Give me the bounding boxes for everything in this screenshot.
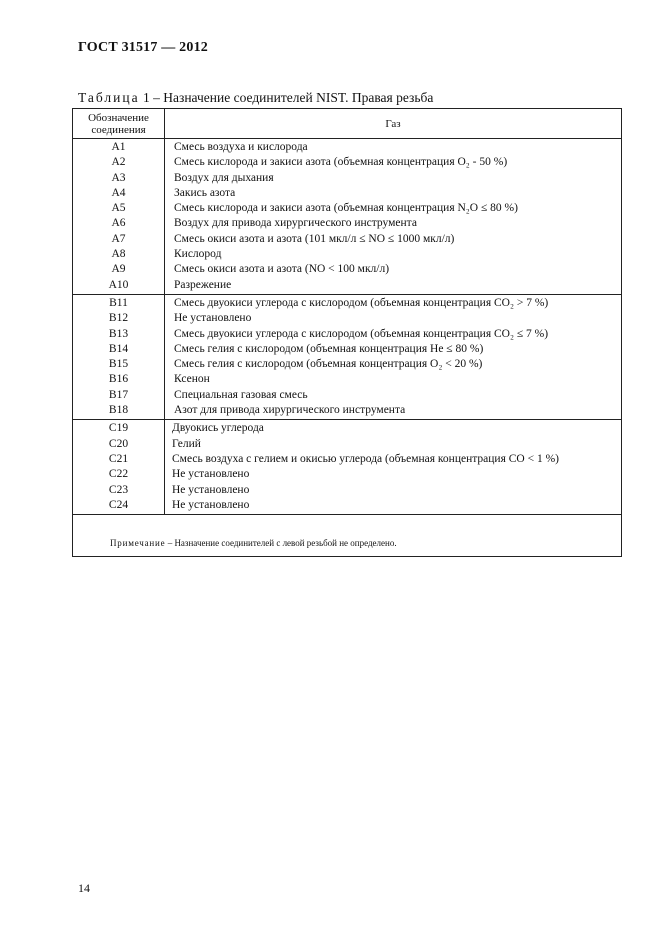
- caption-label: Таблица: [78, 90, 140, 105]
- gas-cell: Смесь кислорода и закиси азота (объемная концентрация N₂O ≤ 80 %): [174, 202, 518, 215]
- code-cell: C21: [108, 452, 129, 465]
- gas-cell: Закись азота: [174, 186, 236, 199]
- group-b-gases: [165, 294, 622, 419]
- code-cell: C20: [108, 437, 129, 450]
- group-a-row: [73, 139, 622, 295]
- table-caption: [78, 90, 433, 106]
- gas-cell: Не установлено: [172, 483, 250, 496]
- code-cell: B14: [108, 342, 129, 355]
- gas-cell: Кислород: [174, 248, 222, 261]
- gas-cell: Смесь двуокиси углерода с кислородом (объемная концентрация CO₂ > 7 %): [174, 296, 549, 309]
- caption-text: 1 – Назначение соединителей NIST. Правая резьба: [139, 90, 434, 105]
- group-b-row: [73, 294, 622, 419]
- group-c-codes: [73, 420, 165, 515]
- code-cell: A8: [111, 248, 126, 261]
- code-cell: C24: [108, 498, 129, 511]
- code-cell: A2: [111, 156, 126, 169]
- code-cell: B18: [108, 404, 129, 417]
- gas-cell: Ксенон: [174, 373, 210, 386]
- table-note: [73, 515, 622, 557]
- gas-cell: Специальная газовая смесь: [174, 388, 308, 401]
- gas-cell: Смесь гелия с кислородом (объемная концентрация O₂ < 20 %): [174, 358, 483, 371]
- gas-cell: Смесь окиси азота и азота (101 мкл/л ≤ NO ≤ 1000 мкл/л): [174, 232, 455, 245]
- code-cell: A6: [111, 217, 126, 230]
- gas-cell: Не установлено: [172, 468, 250, 481]
- document-header: ГОСТ 31517 — 2012: [78, 40, 208, 55]
- code-cell: A1: [111, 141, 126, 153]
- code-cell: B16: [108, 373, 129, 386]
- code-cell: A4: [111, 186, 126, 199]
- code-cell: C22: [108, 468, 129, 481]
- table-note-row: [73, 515, 622, 557]
- gas-cell: Воздух для привода хирургического инструмента: [174, 217, 417, 230]
- code-cell: B11: [109, 296, 128, 309]
- group-c-row: [73, 420, 622, 515]
- gas-cell: Воздух для дыхания: [174, 171, 274, 184]
- gas-cell: Смесь окиси азота и азота (NO < 100 мкл/л): [174, 263, 390, 276]
- group-c-gases: [165, 420, 622, 515]
- gas-column-header: Газ: [165, 109, 622, 139]
- code-cell: B17: [108, 388, 129, 401]
- gas-cell: Не установлено: [174, 312, 252, 325]
- page-number: 14: [78, 881, 90, 895]
- code-cell: C19: [108, 422, 129, 435]
- note-text: – Назначение соединителей с левой резьбой не определено.: [165, 537, 397, 548]
- group-a-codes: [73, 139, 165, 295]
- code-cell: B13: [108, 327, 129, 340]
- gas-cell: Не установлено: [172, 498, 250, 511]
- code-cell: B15: [108, 358, 129, 371]
- gas-cell: Гелий: [172, 437, 201, 450]
- gas-cell: Смесь гелия с кислородом (объемная концентрация He ≤ 80 %): [174, 342, 484, 355]
- group-b-codes: [73, 294, 165, 419]
- note-label: Примечание: [110, 537, 166, 548]
- group-a-gases: [165, 139, 622, 295]
- code-cell: A10: [108, 278, 129, 291]
- connectors-table: [72, 108, 622, 557]
- code-cell: C23: [108, 483, 129, 496]
- gas-cell: Смесь воздуха и кислорода: [174, 141, 308, 153]
- code-cell: A7: [111, 232, 126, 245]
- code-cell: B12: [108, 312, 129, 325]
- gas-cell: Разрежение: [174, 278, 232, 291]
- gas-cell: Азот для привода хирургического инструмента: [174, 404, 406, 417]
- gas-cell: Смесь кислорода и закиси азота (объемная концентрация O₂ - 50 %): [174, 156, 508, 169]
- gas-cell: Двуокись углерода: [172, 422, 264, 435]
- gas-cell: Смесь воздуха с гелием и окисью углерода (объемная концентрация CO < 1 %): [172, 452, 559, 465]
- code-cell: A9: [111, 263, 126, 276]
- code-cell: A3: [111, 171, 126, 184]
- code-column-header: Обозначение соединения: [73, 109, 165, 139]
- gas-cell: Смесь двуокиси углерода с кислородом (объемная концентрация CO₂ ≤ 7 %): [174, 327, 549, 340]
- table-header-row: [73, 109, 622, 139]
- code-cell: A5: [111, 202, 126, 215]
